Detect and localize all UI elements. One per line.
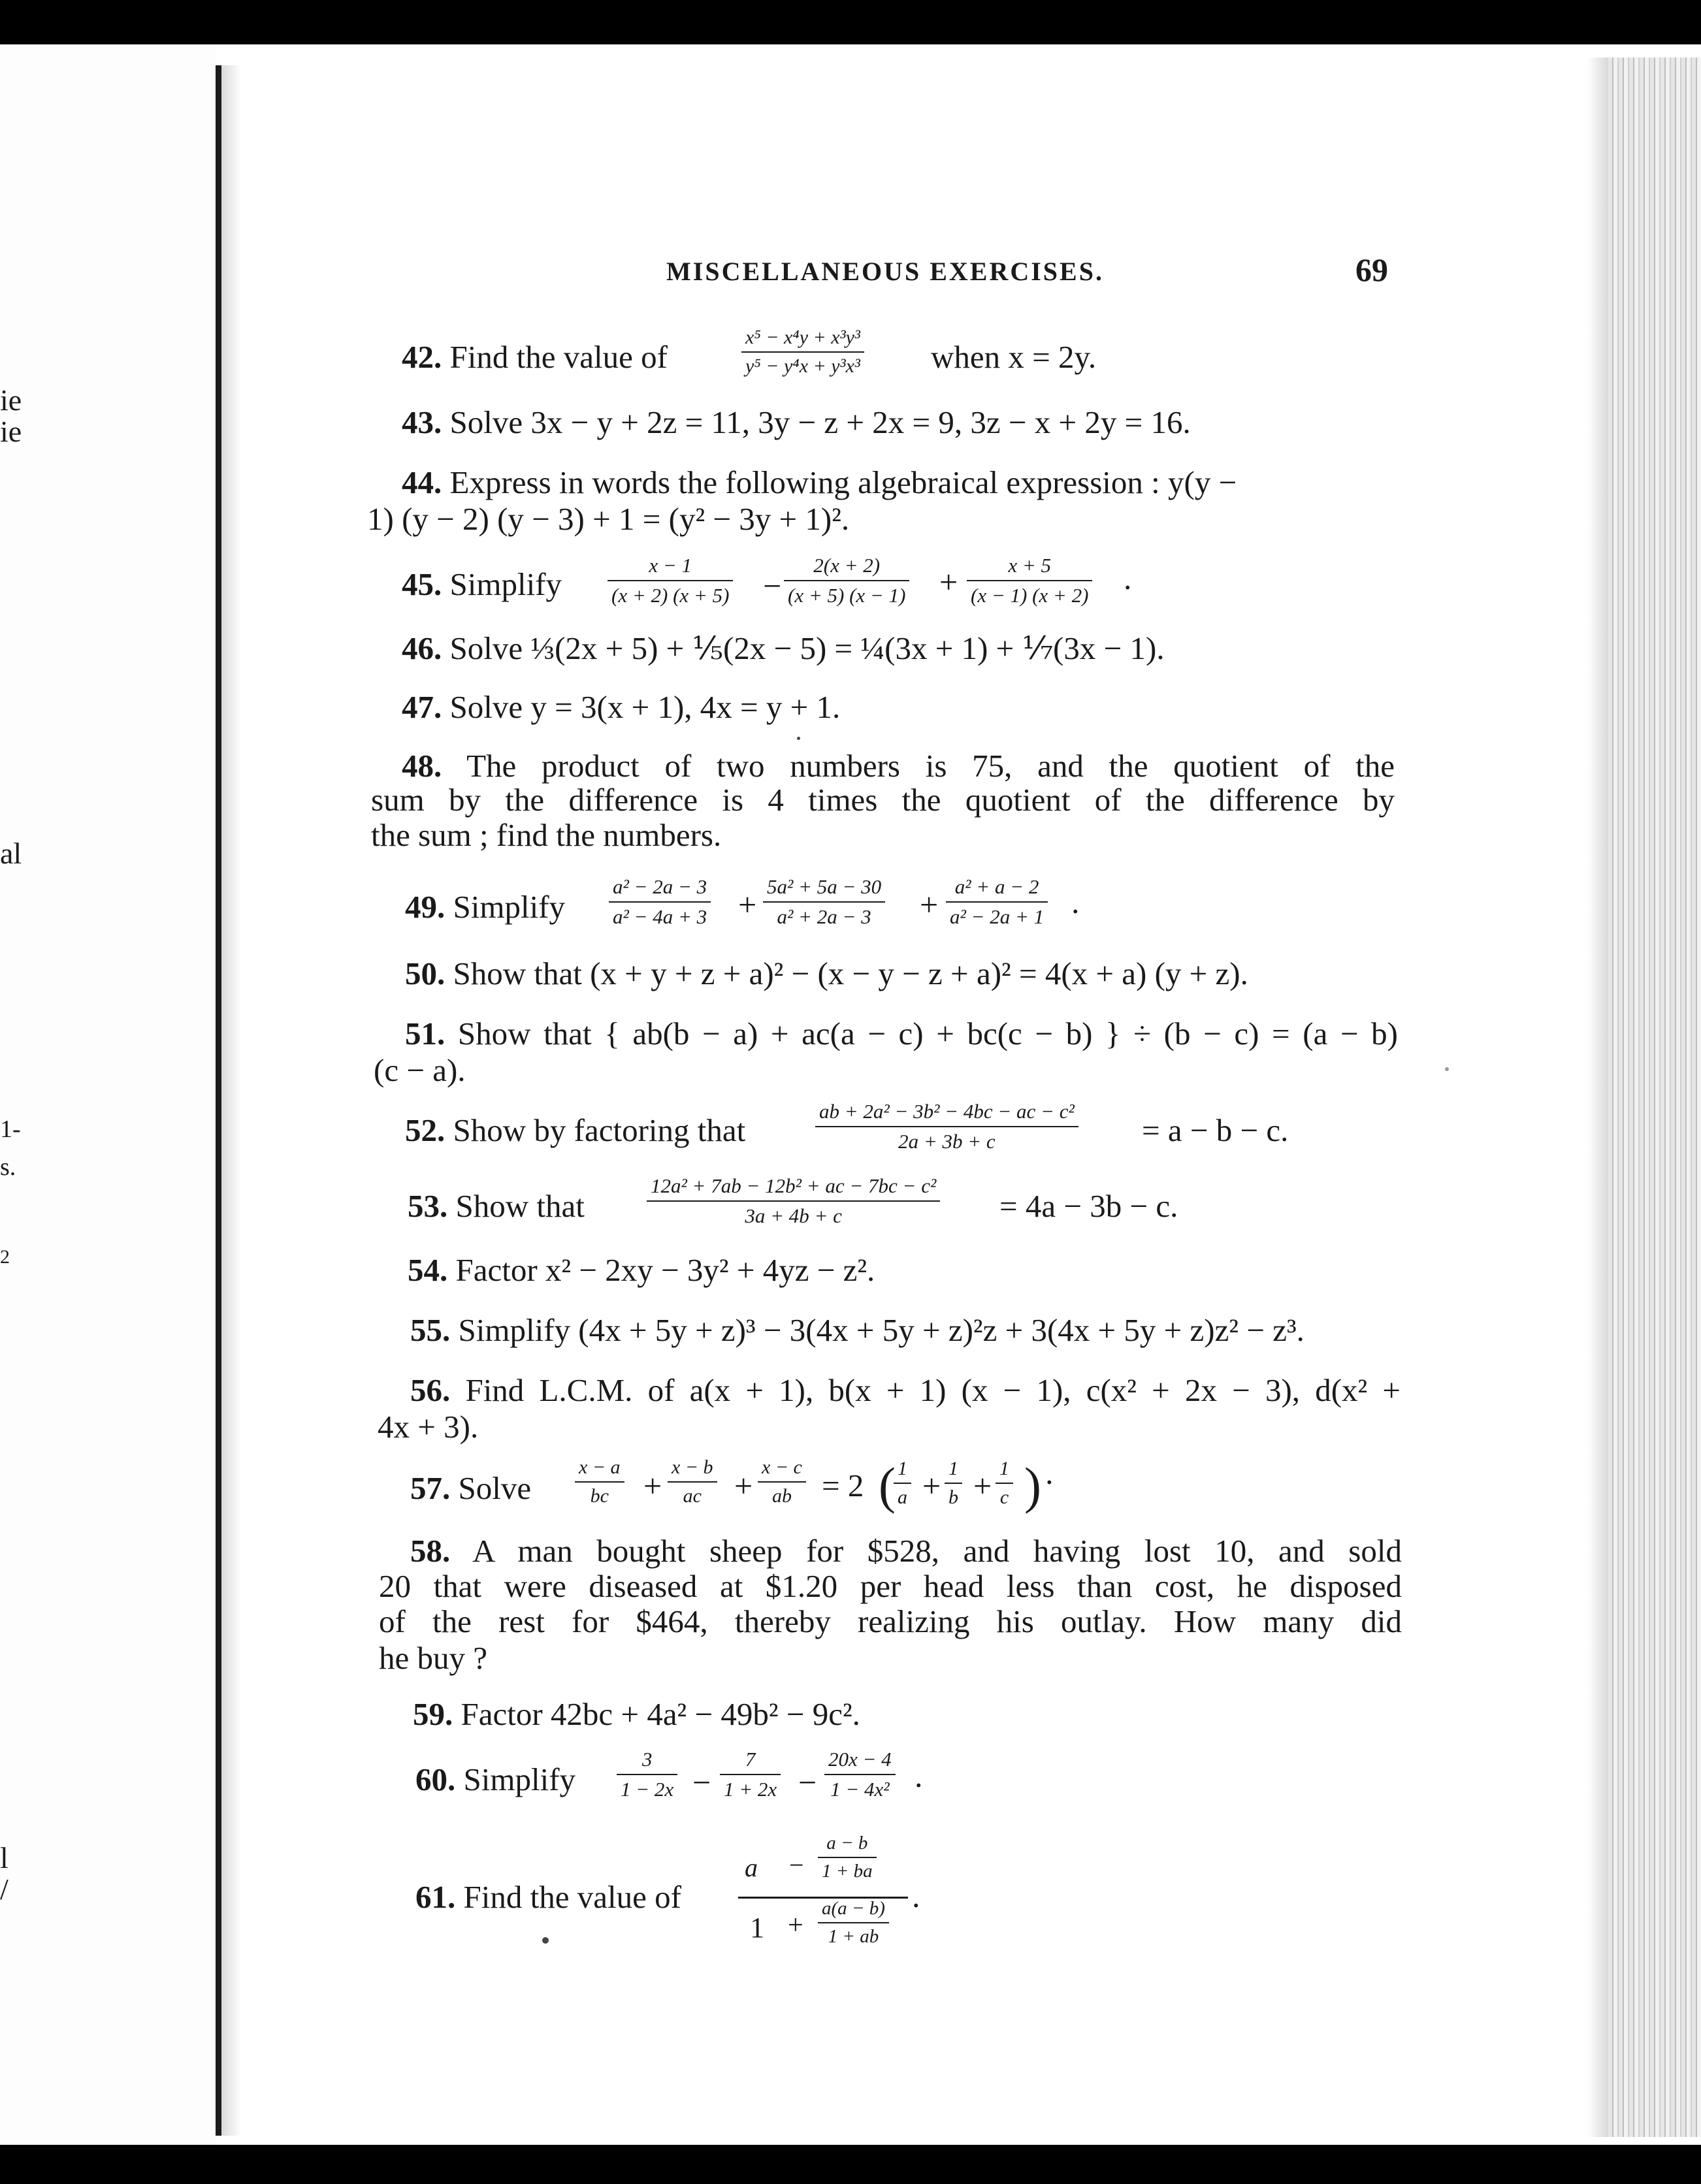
- exercise-text: Simplify: [453, 889, 566, 925]
- numerator: 1: [948, 1458, 958, 1479]
- exercise-text: Express in words the following algebraical expression : y(y −: [449, 464, 1237, 500]
- exercise-47: [402, 691, 840, 723]
- exercise-55: [410, 1314, 1304, 1346]
- exercise-number: 60.: [415, 1761, 456, 1797]
- numerator: 2(x + 2): [813, 554, 881, 577]
- exercise-text: Show that: [455, 1188, 585, 1224]
- exercise-text-continued: sum by the difference is 4 times the quotient of the difference by: [371, 782, 1395, 818]
- numerator: x − c: [762, 1456, 802, 1478]
- equals-two: = 2: [822, 1468, 864, 1503]
- exercise-number: 52.: [405, 1112, 446, 1148]
- denominator: a: [894, 1483, 911, 1509]
- exercise-number: 59.: [413, 1696, 453, 1732]
- exercise-text: Show that { ab(b − a) + ac(a − c) + bc(c − b) } ÷ (b − c) = (a − b): [457, 1016, 1398, 1052]
- denominator: ab: [758, 1481, 806, 1507]
- paren-open: (: [879, 1457, 896, 1514]
- exercise-text: Solve: [458, 1470, 532, 1506]
- exercise-text-continued: the sum ; find the numbers.: [371, 817, 722, 853]
- fraction: [741, 327, 864, 377]
- fraction: [720, 1748, 781, 1801]
- exercise-text: Factor 42bc + 4a² − 49b² − 9c².: [461, 1696, 860, 1732]
- exercise-text-continued: of the rest for $464, thereby realizing his outlay. How many did: [379, 1603, 1402, 1639]
- complex-bottom-plus: +: [788, 1910, 803, 1940]
- denominator: a² + 2a − 3: [763, 901, 885, 929]
- fraction: [668, 1456, 717, 1507]
- exercise-number: 53.: [408, 1188, 448, 1224]
- operator: −: [692, 1764, 711, 1801]
- exercise-text-continued: 1) (y − 2) (y − 3) + 1 = (y² − 3y + 1)².: [367, 501, 850, 537]
- exercise-text-continued: 4x + 3).: [378, 1409, 479, 1445]
- left-fragment: ie: [0, 383, 22, 417]
- period: .: [915, 1758, 923, 1794]
- exercise-number: 58.: [410, 1533, 451, 1569]
- exercise-text: Show by factoring that: [453, 1112, 746, 1148]
- ink-speck: [797, 737, 800, 740]
- complex-bottom-one: 1: [750, 1912, 764, 1944]
- left-fragment: al: [0, 837, 22, 870]
- denominator: c: [996, 1483, 1013, 1509]
- numerator: a(a − b): [822, 1898, 885, 1919]
- book-gutter: [216, 65, 221, 2136]
- operator: −: [798, 1764, 817, 1801]
- fraction: [945, 1458, 962, 1509]
- denominator: 1 + ba: [818, 1857, 877, 1882]
- numerator: x − b: [672, 1456, 713, 1478]
- numerator: a − b: [826, 1833, 868, 1854]
- paren-close: ): [1024, 1457, 1041, 1514]
- exercise-tail: = 4a − 3b − c.: [999, 1188, 1178, 1224]
- exercise-number: 61.: [415, 1879, 456, 1915]
- exercise-text: Solve ⅓(2x + 5) + ⅕(2x − 5) = ¼(3x + 1) + ⅐(3x − 1).: [449, 630, 1165, 666]
- numerator: 3: [641, 1748, 653, 1771]
- left-fragment: /: [0, 1872, 8, 1906]
- exercise-number: 46.: [402, 630, 442, 666]
- numerator: 20x − 4: [828, 1748, 892, 1771]
- exercise-number: 56.: [410, 1372, 451, 1408]
- numerator: 1: [999, 1458, 1009, 1479]
- gutter-shadow: [221, 65, 241, 2136]
- denominator: 1 − 4x²: [824, 1774, 896, 1801]
- inner-fraction-top: [818, 1833, 877, 1882]
- numerator: 5a² + 5a − 30: [767, 875, 882, 898]
- operator: +: [973, 1468, 992, 1504]
- exercise-number: 45.: [402, 566, 442, 602]
- running-header: MISCELLANEOUS EXERCISES.: [666, 257, 1104, 286]
- exercise-number: 50.: [405, 956, 446, 991]
- facing-page-edge: [0, 44, 216, 2145]
- denominator: 1 + ab: [818, 1922, 889, 1948]
- numerator: ab + 2a² − 3b² − 4bc − ac − c²: [819, 1100, 1075, 1123]
- ink-speck: [542, 1937, 549, 1944]
- operator: −: [763, 568, 782, 604]
- period: ·: [1044, 1464, 1055, 1500]
- exercise-text: Find L.C.M. of a(x + 1), b(x + 1) (x − 1), c(x² + 2x − 3), d(x² +: [465, 1372, 1401, 1408]
- operator: +: [734, 1468, 753, 1504]
- left-fragment: ie: [0, 415, 22, 448]
- exercise-43: [402, 406, 1191, 438]
- denominator: a² − 2a + 1: [946, 901, 1048, 929]
- exercise-number: 55.: [410, 1312, 451, 1348]
- complex-top-a: a: [745, 1853, 758, 1882]
- numerator: x + 5: [1008, 554, 1052, 577]
- exercise-text: Show that (x + y + z + a)² − (x − y − z + a)² = 4(x + a) (y + z).: [453, 956, 1248, 991]
- exercise-59: [413, 1698, 860, 1730]
- exercise-tail: when x = 2y.: [931, 339, 1097, 375]
- denominator: ac: [668, 1481, 717, 1507]
- fraction: [575, 1456, 624, 1507]
- fraction: [824, 1748, 896, 1801]
- page-number: 69: [1355, 251, 1388, 288]
- fraction: [617, 1748, 677, 1801]
- fraction: [763, 875, 885, 929]
- denominator: (x − 1) (x + 2): [967, 580, 1092, 607]
- left-fragment: l: [0, 1841, 8, 1874]
- exercise-text: A man bought sheep for $528, and having lost 10, and sold: [472, 1533, 1402, 1569]
- exercise-text: Simplify: [463, 1761, 576, 1797]
- exercise-number: 43.: [402, 404, 442, 440]
- fraction: [758, 1456, 806, 1507]
- denominator: b: [945, 1483, 962, 1509]
- exercise-number: 48.: [402, 748, 442, 784]
- numerator: a² − 2a − 3: [613, 875, 707, 898]
- denominator: (x + 2) (x + 5): [608, 580, 733, 607]
- exercise-text: Find the value of: [463, 1879, 681, 1915]
- exercise-text-continued: (c − a).: [374, 1052, 466, 1088]
- numerator: 7: [745, 1748, 756, 1771]
- ink-speck: [1445, 1067, 1449, 1071]
- exercise-text: Simplify (4x + 5y + z)³ − 3(4x + 5y + z)²z + 3(4x + 5y + z)z² − z³.: [458, 1312, 1304, 1348]
- denominator: 3a + 4b + c: [647, 1200, 940, 1228]
- exercise-tail: = a − b − c.: [1142, 1112, 1289, 1148]
- fraction: [815, 1100, 1078, 1153]
- fraction: [784, 554, 909, 607]
- fraction: [967, 554, 1092, 607]
- denominator: 1 + 2x: [720, 1774, 781, 1801]
- denominator: 1 − 2x: [617, 1774, 677, 1801]
- denominator: a² − 4a + 3: [609, 901, 711, 929]
- fraction: [946, 875, 1048, 929]
- period: .: [1071, 884, 1080, 920]
- denominator: bc: [575, 1481, 624, 1507]
- exercise-text: The product of two numbers is 75, and the quotient of the: [466, 748, 1395, 784]
- exercise-number: 49.: [405, 889, 446, 925]
- left-fragment: s.: [0, 1153, 16, 1181]
- fraction: [894, 1458, 911, 1509]
- numerator: 1: [898, 1458, 907, 1479]
- exercise-46: [402, 632, 1165, 664]
- period: .: [912, 1878, 920, 1914]
- fraction: [647, 1174, 940, 1228]
- numerator: x⁵ − x⁴y + x³y³: [745, 327, 860, 348]
- fraction: [609, 875, 711, 929]
- exercise-50: [405, 957, 1248, 989]
- exercise-54: [408, 1254, 875, 1286]
- exercise-text: Find the value of: [449, 339, 668, 375]
- exercise-text: Solve y = 3(x + 1), 4x = y + 1.: [449, 689, 841, 725]
- operator: +: [920, 886, 939, 923]
- numerator: a² + a − 2: [954, 875, 1039, 898]
- left-fragment: 2: [0, 1246, 10, 1268]
- operator: +: [939, 564, 958, 600]
- denominator: (x + 5) (x − 1): [784, 580, 909, 607]
- exercise-number: 54.: [408, 1252, 448, 1288]
- period: .: [1124, 560, 1132, 596]
- exercise-number: 51.: [405, 1016, 446, 1052]
- exercise-text: Factor x² − 2xy − 3y² + 4yz − z².: [455, 1252, 875, 1288]
- fraction: [608, 554, 733, 607]
- denominator: y⁵ − y⁴x + y³x³: [741, 351, 864, 377]
- inner-fraction-bottom: [818, 1898, 889, 1948]
- exercise-text: Solve 3x − y + 2z = 11, 3y − z + 2x = 9, 3z − x + 2y = 16.: [449, 404, 1191, 440]
- operator: +: [738, 886, 757, 923]
- exercise-number: 42.: [402, 339, 442, 375]
- exercise-number: 57.: [410, 1470, 451, 1506]
- numerator: 12a² + 7ab − 12b² + ac − 7bc − c²: [651, 1174, 937, 1197]
- exercise-number: 47.: [402, 689, 442, 725]
- numerator: x − 1: [649, 554, 692, 577]
- denominator: 2a + 3b + c: [815, 1126, 1078, 1153]
- exercise-text-continued: 20 that were diseased at $1.20 per head less than cost, he disposed: [379, 1568, 1402, 1604]
- operator: +: [922, 1468, 941, 1504]
- complex-top-minus: −: [789, 1850, 804, 1880]
- numerator: x − a: [579, 1456, 621, 1478]
- left-fragment: 1-: [0, 1116, 21, 1143]
- exercise-text-continued: he buy ?: [379, 1640, 487, 1676]
- operator: +: [643, 1468, 662, 1504]
- page-stack-edge: [1608, 57, 1701, 2137]
- fraction: [996, 1458, 1013, 1509]
- exercise-number: 44.: [402, 464, 442, 500]
- exercise-text: Simplify: [449, 566, 562, 602]
